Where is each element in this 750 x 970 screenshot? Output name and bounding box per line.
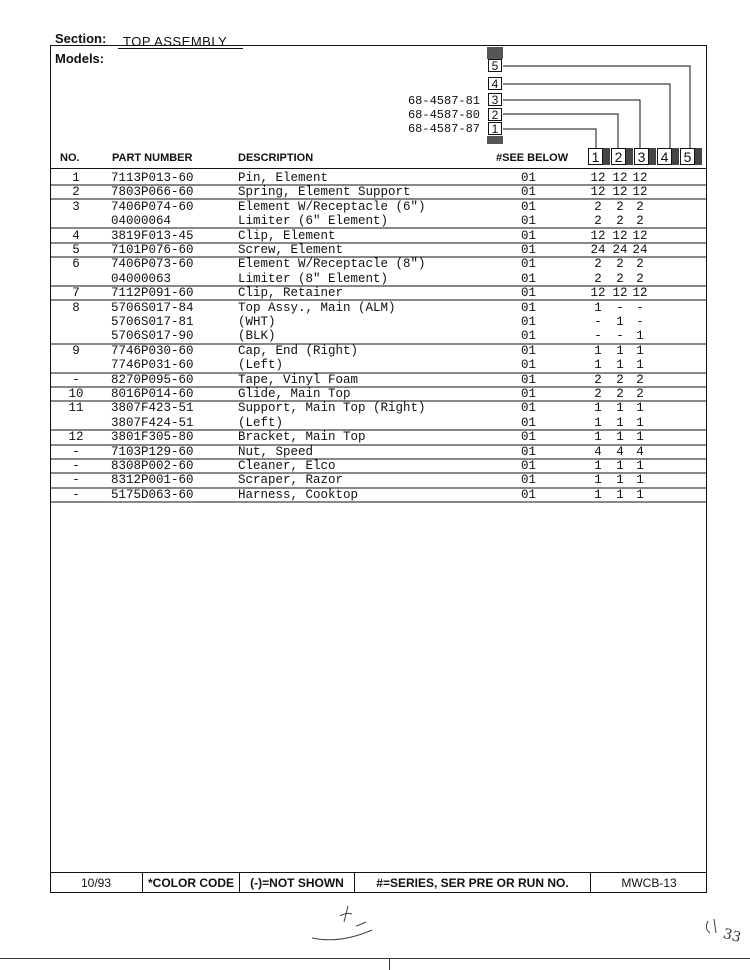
cell-qty-3: 1 [636, 459, 644, 473]
cell-qty-1: 2 [594, 271, 602, 286]
cell-part-number: 8308P002-60 [111, 459, 194, 473]
cell-qty-1: 1 [594, 430, 602, 445]
footer-color-code: *COLOR CODE [142, 873, 239, 893]
cell-qty-3: 2 [636, 199, 644, 214]
cell-part-number: 8312P001-60 [111, 473, 194, 488]
cell-qty-2: 2 [616, 257, 624, 272]
column-box-4: 4 [657, 148, 672, 165]
column-box-3: 3 [634, 148, 649, 165]
cell-qty-1: 1 [594, 487, 602, 502]
cell-qty-2: 2 [616, 271, 624, 286]
footer-page-code: MWCB-13 [590, 873, 707, 893]
cell-part-number: 7746P030-60 [111, 343, 194, 358]
cell-description: Top Assy., Main (ALM) [238, 300, 396, 315]
cell-see-below: 01 [521, 315, 537, 329]
cell-qty-3: 24 [632, 243, 648, 257]
header-description: DESCRIPTION [238, 152, 314, 164]
footer-date: 10/93 [80, 876, 112, 890]
scan-bottom-rule [0, 958, 750, 959]
signature-scribble [300, 900, 400, 950]
cell-no: 4 [72, 228, 80, 243]
cell-no: 11 [68, 401, 84, 416]
header-no: NO. [60, 152, 80, 164]
footer-bar [50, 872, 707, 893]
cell-qty-2: 1 [616, 343, 624, 358]
cell-description: Limiter (8" Element) [238, 271, 389, 286]
model-box-1: 1 [488, 122, 502, 135]
cell-see-below: 01 [521, 372, 537, 387]
cell-description: Nut, Speed [238, 444, 314, 459]
cell-qty-3: - [636, 315, 644, 329]
cell-no: 2 [72, 185, 80, 200]
footer-series-note: #=SERIES, SER PRE OR RUN NO. [354, 873, 590, 893]
cell-part-number: 7803P066-60 [111, 185, 194, 200]
cell-no: - [72, 459, 80, 473]
cell-description: Element W/Receptacle (8") [238, 257, 426, 272]
cell-see-below: 01 [521, 387, 537, 401]
cell-qty-1: 24 [590, 243, 606, 257]
cell-qty-2: 1 [616, 401, 624, 416]
cell-no: 5 [72, 243, 80, 257]
cell-qty-2: - [616, 329, 624, 344]
cell-description: Limiter (6" Element) [238, 214, 389, 229]
cell-no: 6 [72, 257, 80, 272]
cell-qty-2: 1 [616, 459, 624, 473]
cell-part-number: 7101P076-60 [111, 243, 194, 257]
cell-see-below: 01 [521, 415, 537, 430]
cell-description: Bracket, Main Top [238, 430, 366, 445]
cell-description: (Left) [238, 415, 284, 430]
handwritten-page-mark: 33 [721, 925, 743, 947]
cell-no: 7 [72, 286, 80, 301]
cell-part-number: 7746P031-60 [111, 358, 194, 373]
cell-qty-3: 12 [632, 286, 648, 301]
cell-qty-2: 1 [616, 430, 624, 445]
model-number-87: 68-4587-87 [407, 122, 480, 136]
cell-see-below: 01 [521, 430, 537, 445]
cell-qty-3: 12 [632, 171, 648, 185]
cell-qty-1: 2 [594, 199, 602, 214]
cell-see-below: 01 [521, 358, 537, 373]
cell-qty-3: 1 [636, 487, 644, 502]
cell-qty-3: 2 [636, 257, 644, 272]
cell-no: 10 [68, 387, 84, 401]
cell-part-number: 7406P074-60 [111, 199, 194, 214]
cell-qty-3: 2 [636, 214, 644, 229]
cell-see-below: 01 [521, 487, 537, 502]
cell-qty-1: 1 [594, 473, 602, 488]
cell-qty-2: 1 [616, 473, 624, 488]
cell-qty-2: 12 [612, 228, 628, 243]
cell-see-below: 01 [521, 444, 537, 459]
section-title: TOP ASSEMBLY [123, 34, 228, 49]
cell-see-below: 01 [521, 214, 537, 229]
model-box-2: 2 [488, 108, 502, 121]
cell-description: (BLK) [238, 329, 276, 344]
cell-qty-1: 12 [590, 286, 606, 301]
cell-qty-2: - [616, 300, 624, 315]
cell-description: Cap, End (Right) [238, 343, 359, 358]
cell-no: 3 [72, 199, 80, 214]
cell-qty-3: 2 [636, 271, 644, 286]
cell-description: Glide, Main Top [238, 387, 351, 401]
cell-part-number: 7103P129-60 [111, 444, 194, 459]
page-mark-scribble [700, 915, 730, 945]
cell-qty-2: 12 [612, 286, 628, 301]
cell-qty-3: 1 [636, 358, 644, 373]
cell-see-below: 01 [521, 271, 537, 286]
cell-part-number: 8016P014-60 [111, 387, 194, 401]
cell-see-below: 01 [521, 343, 537, 358]
cell-qty-3: 4 [636, 444, 644, 459]
cell-qty-2: 4 [616, 444, 624, 459]
cell-qty-2: 1 [616, 358, 624, 373]
cell-see-below: 01 [521, 473, 537, 488]
cell-qty-2: 24 [612, 243, 628, 257]
cell-qty-2: 1 [616, 487, 624, 502]
cell-qty-3: 1 [636, 343, 644, 358]
cell-see-below: 01 [521, 228, 537, 243]
cell-qty-2: 2 [616, 214, 624, 229]
cell-qty-1: 4 [594, 444, 602, 459]
cell-description: Support, Main Top (Right) [238, 401, 426, 416]
cell-qty-1: - [594, 315, 602, 329]
cell-qty-2: 2 [616, 372, 624, 387]
cell-description: Pin, Element [238, 171, 329, 185]
cell-no: 8 [72, 300, 80, 315]
cell-qty-1: 1 [594, 343, 602, 358]
cell-part-number: 5706S017-90 [111, 329, 194, 344]
cell-no: - [72, 487, 80, 502]
cell-qty-2: 2 [616, 387, 624, 401]
cell-part-number: 8270P095-60 [111, 372, 194, 387]
cell-part-number: 04000063 [111, 271, 172, 286]
cell-qty-1: 12 [590, 171, 606, 185]
cell-description: Scraper, Razor [238, 473, 344, 488]
column-box-5: 5 [680, 148, 695, 165]
section-label: Section: [55, 31, 107, 46]
cell-description: (WHT) [238, 315, 276, 329]
cell-qty-1: 1 [594, 459, 602, 473]
cell-part-number: 3807F424-51 [111, 415, 194, 430]
cell-description: Harness, Cooktop [238, 487, 359, 502]
cell-qty-2: 12 [612, 185, 628, 200]
cell-see-below: 01 [521, 257, 537, 272]
cell-part-number: 5706S017-81 [111, 315, 194, 329]
model-box-3: 3 [488, 93, 502, 106]
model-box-5: 5 [488, 59, 502, 72]
cell-qty-1: 1 [594, 401, 602, 416]
column-box-1: 1 [588, 148, 603, 165]
cell-description: Clip, Retainer [238, 286, 344, 301]
cell-description: Cleaner, Elco [238, 459, 336, 473]
cell-qty-1: 1 [594, 415, 602, 430]
cell-qty-3: 1 [636, 415, 644, 430]
cell-qty-3: 12 [632, 185, 648, 200]
cell-qty-1: 2 [594, 387, 602, 401]
cell-qty-1: - [594, 329, 602, 344]
cell-see-below: 01 [521, 286, 537, 301]
model-box-4: 4 [488, 77, 502, 90]
cell-qty-3: 1 [636, 473, 644, 488]
cell-part-number: 7406P073-60 [111, 257, 194, 272]
cell-qty-2: 2 [616, 199, 624, 214]
cell-part-number: 3819F013-45 [111, 228, 194, 243]
cell-description: Screw, Element [238, 243, 344, 257]
cell-qty-1: 2 [594, 372, 602, 387]
header-part-number: PART NUMBER [112, 152, 193, 164]
cell-qty-2: 1 [616, 315, 624, 329]
cell-no: - [72, 372, 80, 387]
cell-qty-3: - [636, 300, 644, 315]
cell-qty-1: 12 [590, 228, 606, 243]
cell-qty-3: 2 [636, 387, 644, 401]
cell-no: 12 [68, 430, 84, 445]
cell-see-below: 01 [521, 171, 537, 185]
cell-part-number: 5175D063-60 [111, 487, 194, 502]
models-label: Models: [55, 51, 105, 66]
cell-see-below: 01 [521, 401, 537, 416]
cell-qty-2: 1 [616, 415, 624, 430]
cell-description: Tape, Vinyl Foam [238, 372, 359, 387]
cell-see-below: 01 [521, 300, 537, 315]
cell-part-number: 7113P013-60 [111, 171, 194, 185]
cell-part-number: 5706S017-84 [111, 300, 194, 315]
cell-qty-3: 1 [636, 430, 644, 445]
model-number-80: 68-4587-80 [407, 108, 480, 122]
cell-qty-3: 2 [636, 372, 644, 387]
model-number-81: 68-4587-81 [407, 94, 480, 108]
cell-description: Element W/Receptacle (6") [238, 199, 426, 214]
cell-qty-1: 1 [594, 358, 602, 373]
cell-part-number: 04000064 [111, 214, 172, 229]
cell-qty-2: 12 [612, 171, 628, 185]
cell-no: 9 [72, 343, 80, 358]
cell-no: - [72, 473, 80, 488]
cell-no: - [72, 444, 80, 459]
cell-part-number: 3801F305-80 [111, 430, 194, 445]
header-see-below: #SEE BELOW [496, 152, 569, 164]
cell-qty-3: 1 [636, 329, 644, 344]
scan-tick [389, 958, 390, 970]
cell-part-number: 3807F423-51 [111, 401, 194, 416]
cell-description: Clip, Element [238, 228, 336, 243]
column-box-2: 2 [611, 148, 626, 165]
footer-not-shown: (-)=NOT SHOWN [239, 873, 354, 893]
cell-qty-1: 1 [594, 300, 602, 315]
cell-qty-1: 12 [590, 185, 606, 200]
cell-qty-3: 12 [632, 228, 648, 243]
cell-description: Spring, Element Support [238, 185, 411, 200]
cell-see-below: 01 [521, 459, 537, 473]
cell-qty-1: 2 [594, 214, 602, 229]
cell-see-below: 01 [521, 329, 537, 344]
cell-see-below: 01 [521, 185, 537, 200]
cell-see-below: 01 [521, 199, 537, 214]
cell-no: 1 [72, 171, 80, 185]
cell-qty-1: 2 [594, 257, 602, 272]
cell-description: (Left) [238, 358, 284, 373]
cell-see-below: 01 [521, 243, 537, 257]
cell-part-number: 7112P091-60 [111, 286, 194, 301]
cell-qty-3: 1 [636, 401, 644, 416]
